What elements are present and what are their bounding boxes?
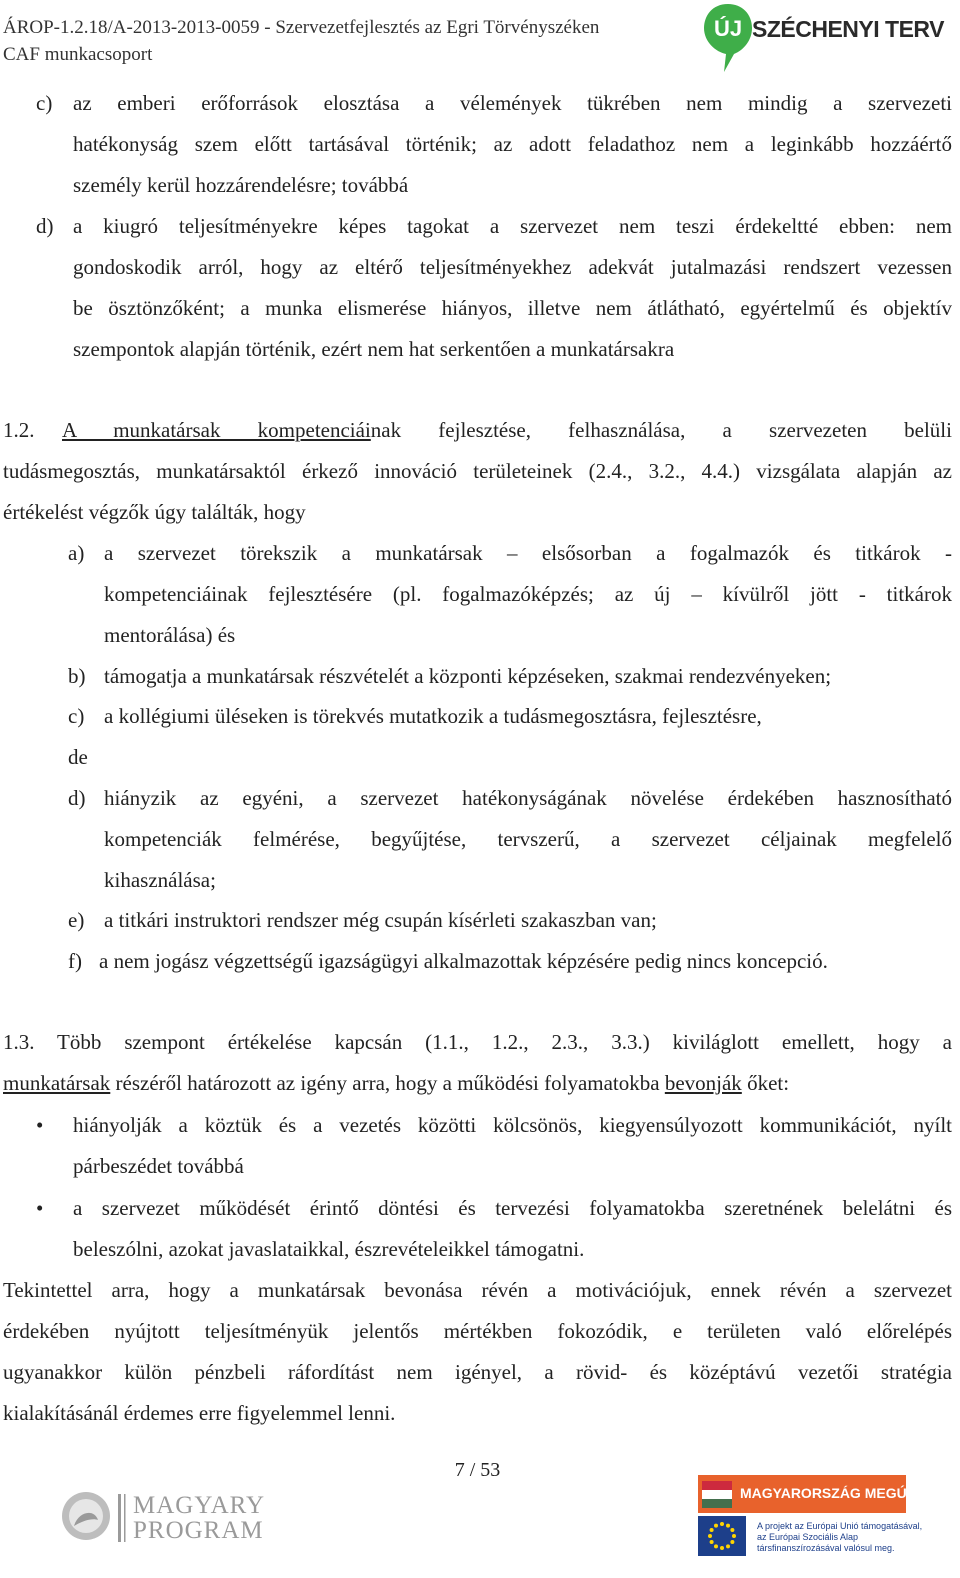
text-line: az emberi erőforrások elosztása a vélemények tükrében nem mindig a szervezeti <box>73 91 952 115</box>
text-line: kompetenciák felmérése, begyűjtése, tervszerű, a szervezet céljainak megfelelő <box>104 827 952 851</box>
list-marker: b) <box>68 664 86 688</box>
text-line: beleszólni, azokat javaslataikkal, észrevételeikkel támogatni. <box>73 1237 585 1261</box>
banner-text: MAGYARORSZÁG MEGÚJUL <box>740 1485 934 1501</box>
text-line: támogatja a munkatársak részvételét a központi képzéseken, szakmai rendezvényeken; <box>104 664 832 688</box>
text-line: szempontok alapján történik, ezért nem hat serkentően a munkatársakra <box>73 337 675 361</box>
text-line: 1.3. Több szempont értékelése kapcsán (1.1., 1.2., 2.3., 3.3.) kiviláglott emellett, hogy a <box>3 1030 952 1054</box>
magyary-program-text: MAGYARY PROGRAM <box>133 1492 266 1544</box>
bullet-marker: • <box>36 1113 44 1137</box>
text-line: kompetenciáinak fejlesztésére (pl. fogalmazóképzés; az új – kívülről jött - titkárok <box>104 582 952 606</box>
text-line: a szervezet törekszik a munkatársak – elsősorban a fogalmazók és titkárok - <box>104 541 952 565</box>
text-line: de <box>68 745 88 769</box>
underlined-text: munkatársak <box>3 1071 111 1095</box>
working-group: CAF munkacsoport <box>3 44 153 65</box>
underlined-text: bevonják <box>664 1071 742 1095</box>
text-line: a titkári instruktori rendszer még csupán kísérleti szakaszban van; <box>104 908 657 932</box>
logo-mark: ÚJ <box>713 16 743 41</box>
text-line: Tekintettel arra, hogy a munkatársak bevonása révén a motivációjuk, ennek révén a szervezet <box>3 1278 952 1302</box>
text-line: hiányzik az egyéni, a szervezet hatékonyságának növelése érdekében hasznosítható <box>104 786 952 810</box>
szechenyi-terv-text: SZÉCHENYI TERV <box>752 16 944 42</box>
document-header <box>3 14 599 68</box>
text-line: ugyanakkor külön pénzbeli ráfordítást nem igényel, a rövid- és középtávú vezetői stratégia <box>3 1360 952 1384</box>
text-line: értékelést végzők úgy találták, hogy <box>3 500 306 524</box>
text-line: a kollégiumi üléseken is törekvés mutatkozik a tudásmegosztásra, fejlesztésre, <box>104 704 762 728</box>
list-marker: e) <box>68 908 85 932</box>
text-line: be ösztönzőként; a munka elismerése hiányos, illetve nem átlátható, egyértelmű és objektív <box>73 296 952 320</box>
list-marker: d) <box>68 786 86 810</box>
text-line: munkatársak részéről határozott az igény arra, hogy a működési folyamatokba bevonják őket: <box>3 1071 790 1095</box>
list-marker: c) <box>36 91 53 115</box>
text-line: tudásmegosztás, munkatársaktól érkező innováció területeinek (2.4., 3.2., 4.4.) vizsgálata alapján az <box>3 459 952 483</box>
eu-flag-icon <box>698 1516 746 1556</box>
eu-funding-text: A projekt az Európai Unió támogatásával, az Európai Szociális Alap társfinanszírozásával valósul meg. <box>757 1521 923 1553</box>
bullet-marker: • <box>36 1196 44 1220</box>
text-line: személy kerül hozzárendelésre; továbbá <box>73 173 409 197</box>
list-marker: f) <box>68 949 82 973</box>
text-line: hatékonyság szem előtt tartásával történik; az adott feladathoz nem a leginkább hozzáértő <box>73 132 952 156</box>
list-marker: a) <box>68 541 85 565</box>
project-code: ÁROP-1.2.18/A-2013-2013-0059 - Szervezetfejlesztés az Egri Törvényszéken <box>3 17 600 38</box>
list-marker: d) <box>36 214 54 238</box>
text-line: gondoskodik arról, hogy az eltérő teljesítményekhez adekvát jutalmazási rendszert vezessen <box>73 255 952 279</box>
list-marker: c) <box>68 704 85 728</box>
text-line: párbeszédet továbbá <box>73 1154 244 1178</box>
section-number: 1.2. <box>3 418 35 442</box>
page-number: 7 / 53 <box>454 1459 501 1481</box>
text-line: kihasználása; <box>104 868 216 892</box>
text-line: a kiugró teljesítményekre képes tagokat a szervezet nem teszi érdekeltté ebben: nem <box>73 214 952 238</box>
section-heading-line: A munkatársak kompetenciáinak fejlesztése, felhasználása, a szervezeten belüli <box>62 418 952 442</box>
text-line: hiányolják a köztük és a vezetés közötti kölcsönös, kiegyensúlyozott kommunikációt, nyílt <box>73 1113 952 1137</box>
text-line: a szervezet működését érintő döntési és tervezési folyamatokba szeretnének belelátni és <box>73 1196 952 1220</box>
text-line: a nem jogász végzettségű igazságügyi alkalmazottak képzésére pedig nincs koncepció. <box>99 949 828 973</box>
underlined-text: A munkatársak kompetenciái <box>62 418 371 442</box>
text-line: érdekében nyújtott teljesítményük jelentős mértékben fokozódik, e területen való előrelépés <box>3 1319 952 1343</box>
text-line: mentorálása) és <box>104 623 236 647</box>
text-line: kialakításánál érdemes erre figyelemmel lenni. <box>3 1401 396 1425</box>
